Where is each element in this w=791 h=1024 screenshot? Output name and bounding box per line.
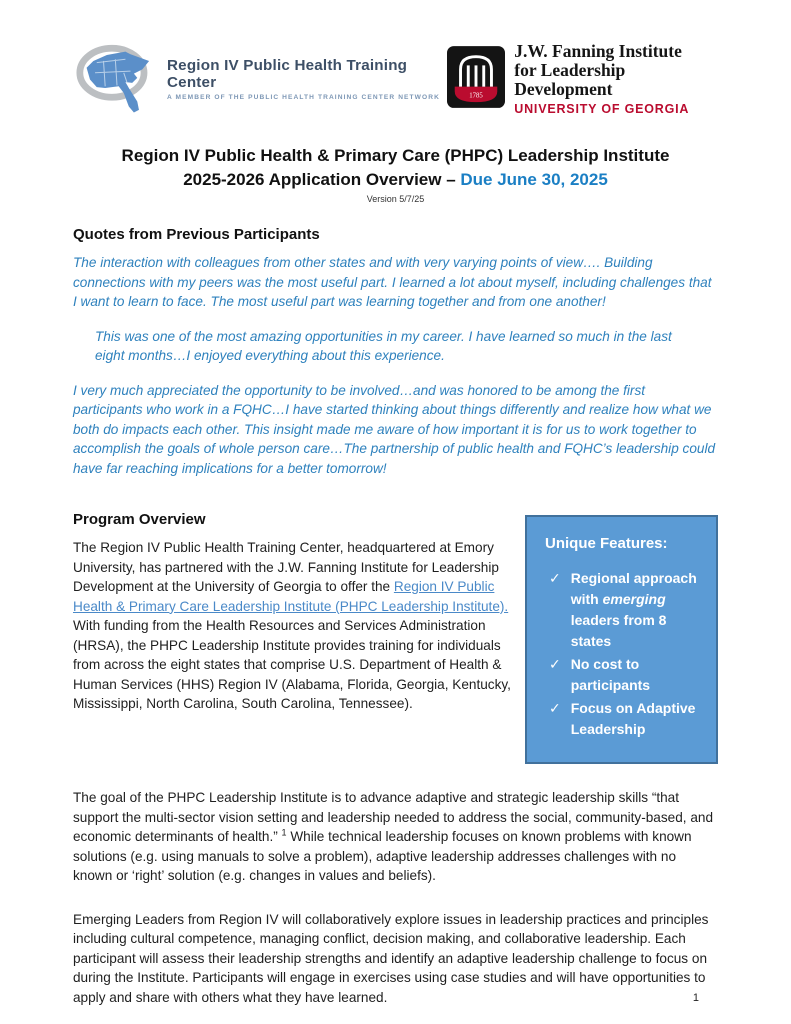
participant-quote-2: This was one of the most amazing opportunities in my career. I have learned so much in the last eight months…I enjoyed everything about this experience. bbox=[95, 328, 672, 363]
title-line2: 2025-2026 Application Overview – bbox=[183, 170, 461, 189]
program-overview-paragraph bbox=[73, 538, 511, 714]
feature-item-label: No cost to participants bbox=[570, 656, 651, 693]
feature-item-adaptive-leadership bbox=[549, 698, 702, 740]
overview-text-before-link: The Region IV Public Health Training Center, headquartered at Emory University, has partnered with the J.W. Fanning Institute for Leadership Development at the University of Georgia to offer the bbox=[73, 540, 499, 594]
phpc-institute-link[interactable]: Region IV Public Health & Primary Care Leadership Institute (PHPC Leadership Institute). bbox=[73, 579, 509, 614]
checkmark-icon: ✓ bbox=[549, 700, 561, 716]
program-overview-heading: Program Overview bbox=[73, 511, 206, 528]
goal-text-part1: The goal of the PHPC Leadership Institute is to advance adaptive and strategic leadership skills “that support the multi-sector vision setting and leadership needed to address the social, community-based, and economic determinants of health.” bbox=[73, 790, 714, 844]
footnote-marker: 1 bbox=[281, 827, 287, 838]
fanning-logo-line2: for Leadership Development bbox=[514, 60, 626, 99]
quotes-heading: Quotes from Previous Participants bbox=[73, 226, 320, 243]
feature-item-no-cost bbox=[549, 654, 702, 696]
feature-item-label: Regional approach with emerging leaders from 8 states bbox=[570, 570, 697, 649]
feature-item-regional-approach bbox=[549, 568, 702, 652]
uga-arch-icon bbox=[447, 46, 505, 113]
uga-arch-year: 1785 bbox=[469, 91, 484, 99]
overview-section bbox=[73, 493, 718, 764]
goal-text-part2: While technical leadership focuses on known problems with known solutions (e.g. using manuals to solve a problem), adaptive leadership addresses challenges with no known or ‘right’ solution (e.g. changes in values and beliefs). bbox=[73, 829, 692, 883]
checkmark-icon: ✓ bbox=[549, 570, 561, 586]
page-number: 1 bbox=[692, 992, 699, 1004]
overview-text-column bbox=[73, 493, 511, 714]
fanning-logo-line1: J.W. Fanning Institute bbox=[514, 41, 682, 61]
document-title bbox=[73, 144, 718, 192]
fanning-institute-logo bbox=[447, 42, 718, 116]
region4-phtc-logo bbox=[73, 39, 447, 120]
participant-quote-1: The interaction with colleagues from other states and with very varying points of view…. Building connections with my peers was the most useful part. I learned a lot about myself, including challenges that I want to learn to face. The most useful part was learning together and from one another! bbox=[73, 255, 712, 309]
title-line1: Region IV Public Health & Primary Care (PHPC) Leadership Institute bbox=[121, 146, 670, 165]
participant-quote-3: I very much appreciated the opportunity to be involved…and was honored to be among the first participants who work in a FQHC…I have started thinking about things differently and realize how what we both do impacts each other. This insight made me aware of how important it is for us to work together to accomplish the goals of whole person care…The partnership of public health and FQHC’s leadership could have far reaching implications for a better tomorrow! bbox=[73, 382, 716, 476]
region4-logo-title: Region IV Public Health Training Center bbox=[167, 57, 408, 91]
unique-features-heading: Unique Features: bbox=[545, 535, 668, 552]
header-logos bbox=[73, 40, 718, 118]
version-label: Version 5/7/25 bbox=[366, 194, 425, 204]
fanning-logo-text bbox=[514, 42, 718, 116]
region4-logo-text bbox=[167, 57, 447, 101]
unique-features-list bbox=[545, 568, 702, 740]
overview-text-after-link: With funding from the Health Resources and Services Administration (HRSA), the PHPC Leadership Institute provides training for individuals from across the eight states that comprise U.S. Department of Health & Human Services (HHS) Region IV (Alabama, Florida, Georgia, Kentucky, Mississippi, North Carolina, South Carolina, Tennessee). bbox=[73, 618, 511, 711]
due-date: Due June 30, 2025 bbox=[460, 170, 608, 189]
emerging-leaders-paragraph: Emerging Leaders from Region IV will collaboratively explore issues in leadership practices and principles including cultural competence, managing conflict, decision making, and collaborative leadership. Each participant will assess their leadership strengths and identify an adaptive leadership challenge to focus on during the Institute. Participants will engage in exercises using case studies and will have opportunities to apply and share with others what they have learned. bbox=[73, 911, 709, 1005]
uga-wordmark: UNIVERSITY OF GEORGIA bbox=[514, 102, 690, 116]
feature-item-label: Focus on Adaptive Leadership bbox=[570, 700, 696, 737]
unique-features-box bbox=[525, 515, 718, 764]
region4-logo-tagline: A MEMBER OF THE PUBLIC HEALTH TRAINING CENTER NETWORK bbox=[167, 94, 440, 101]
checkmark-icon: ✓ bbox=[549, 656, 561, 672]
region4-map-icon bbox=[73, 39, 161, 120]
goal-paragraph bbox=[73, 788, 718, 886]
